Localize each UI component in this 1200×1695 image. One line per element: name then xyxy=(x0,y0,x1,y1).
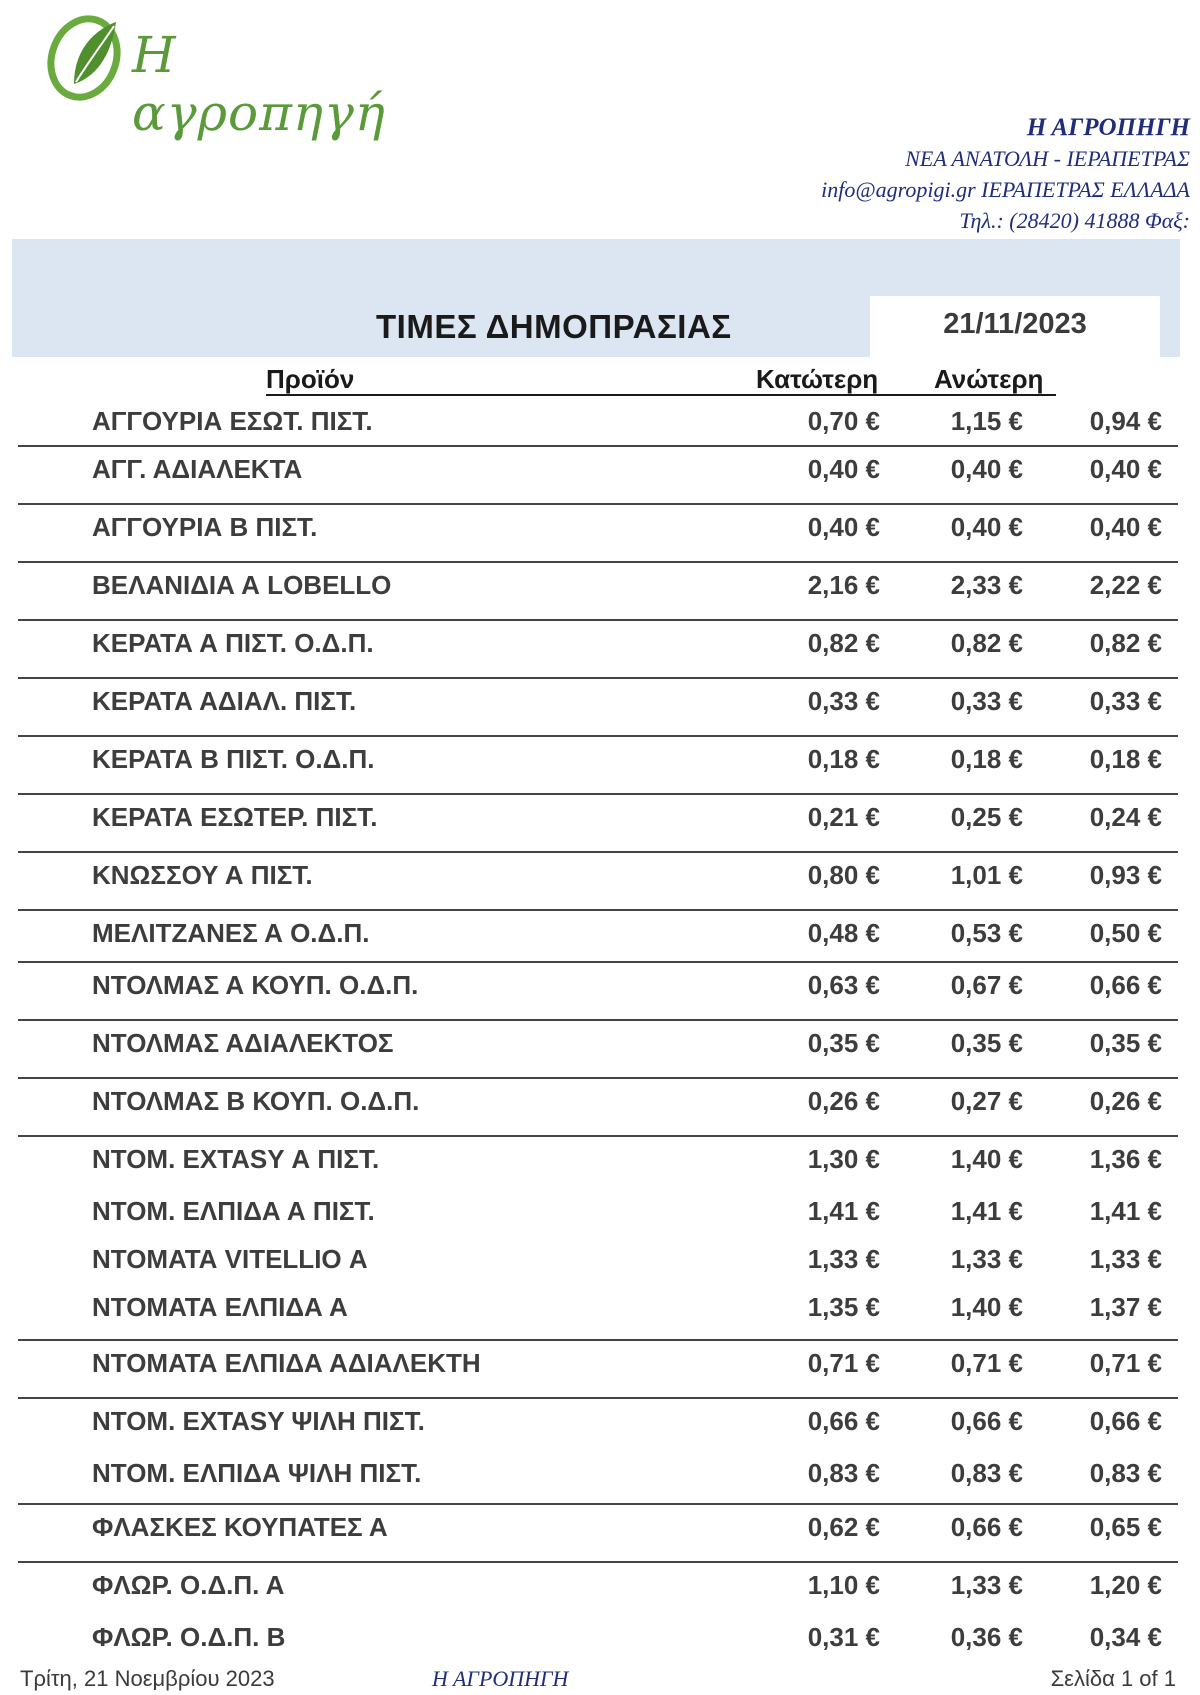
row-divider xyxy=(18,1397,1178,1399)
avg-price-cell: 0,40 € xyxy=(1089,454,1162,484)
avg-price-cell: 1,20 € xyxy=(1089,1570,1162,1600)
avg-price-cell: 0,82 € xyxy=(1089,628,1162,658)
company-logo xyxy=(44,6,404,142)
high-price-cell: 2,33 € xyxy=(950,570,1023,600)
high-price-cell: 0,66 € xyxy=(950,1406,1023,1436)
avg-price-cell: 0,40 € xyxy=(1089,512,1162,542)
avg-price-cell: 0,93 € xyxy=(1089,860,1162,890)
product-cell: ΑΓΓΟΥΡΙΑ Β ΠΙΣΤ. xyxy=(92,512,318,542)
high-price-cell: 0,36 € xyxy=(950,1622,1023,1652)
table-row xyxy=(0,406,1200,440)
product-cell: ΝΤΟΛΜΑΣ ΑΔΙΑΛΕΚΤΟΣ xyxy=(92,1028,394,1058)
low-price-cell: 0,31 € xyxy=(807,1622,880,1652)
company-address: ΝΕΑ ΑΝΑΤΟΛΗ - ΙΕΡΑΠΕΤΡΑΣ xyxy=(905,146,1190,171)
low-price-cell: 0,71 € xyxy=(807,1348,880,1378)
high-price-cell: 1,33 € xyxy=(950,1570,1023,1600)
table-row xyxy=(0,454,1200,488)
company-phone: Τηλ.: (28420) 41888 Φαξ: xyxy=(959,208,1190,233)
table-row xyxy=(0,744,1200,778)
avg-price-cell: 2,22 € xyxy=(1089,570,1162,600)
low-price-cell: 0,26 € xyxy=(807,1086,880,1116)
row-divider xyxy=(18,445,1178,447)
high-price-cell: 0,71 € xyxy=(950,1348,1023,1378)
table-row xyxy=(0,1406,1200,1440)
low-price-cell: 1,30 € xyxy=(807,1144,880,1174)
avg-price-cell: 1,41 € xyxy=(1089,1196,1162,1226)
row-divider xyxy=(18,851,1178,853)
high-price-cell: 0,35 € xyxy=(950,1028,1023,1058)
low-price-cell: 0,63 € xyxy=(807,970,880,1000)
table-row xyxy=(0,1622,1200,1656)
report-date: 21/11/2023 xyxy=(943,308,1087,340)
report-title: ΤΙΜΕΣ ΔΗΜΟΠΡΑΣΙΑΣ xyxy=(376,308,732,345)
low-price-cell: 0,62 € xyxy=(807,1512,880,1542)
header-underline xyxy=(266,394,1056,396)
product-cell: ΚΕΡΑΤΑ ΑΔΙΑΛ. ΠΙΣΤ. xyxy=(92,686,357,716)
table-row xyxy=(0,860,1200,894)
low-price-cell: 0,33 € xyxy=(807,686,880,716)
product-cell: ΜΕΛΙΤΖΑΝΕΣ Α Ο.Δ.Π. xyxy=(92,918,370,948)
high-price-cell: 0,53 € xyxy=(950,918,1023,948)
avg-price-cell: 1,36 € xyxy=(1089,1144,1162,1174)
low-price-cell: 2,16 € xyxy=(807,570,880,600)
company-info xyxy=(821,112,1190,236)
table-row xyxy=(0,686,1200,720)
avg-price-cell: 0,66 € xyxy=(1089,1406,1162,1436)
table-row xyxy=(0,1028,1200,1062)
product-cell: ΒΕΛΑΝΙΔΙΑ Α LOBELLO xyxy=(92,570,392,600)
footer-page: Σελίδα 1 of 1 xyxy=(1050,1666,1176,1691)
table-row xyxy=(0,1512,1200,1546)
avg-price-cell: 1,33 € xyxy=(1089,1244,1162,1274)
product-cell: ΝΤΟΜ. EXTASY Α ΠΙΣΤ. xyxy=(92,1144,380,1174)
leaf-icon xyxy=(44,6,134,106)
logo-wordmark: Η αγροπηγή xyxy=(132,26,386,142)
column-header-low: Κατώτερη xyxy=(756,364,879,394)
avg-price-cell: 0,66 € xyxy=(1089,970,1162,1000)
avg-price-cell: 0,35 € xyxy=(1089,1028,1162,1058)
row-divider xyxy=(18,619,1178,621)
product-cell: ΑΓΓ. ΑΔΙΑΛΕΚΤΑ xyxy=(92,454,303,484)
low-price-cell: 0,40 € xyxy=(807,454,880,484)
product-cell: ΝΤΟΜΑΤΑ VITELLIO Α xyxy=(92,1244,368,1274)
avg-price-cell: 0,71 € xyxy=(1089,1348,1162,1378)
product-cell: ΝΤΟΜ. ΕΛΠΙΔΑ ΨΙΛΗ ΠΙΣΤ. xyxy=(92,1458,422,1488)
low-price-cell: 0,66 € xyxy=(807,1406,880,1436)
row-divider xyxy=(18,961,1178,963)
avg-price-cell: 0,50 € xyxy=(1089,918,1162,948)
low-price-cell: 0,21 € xyxy=(807,802,880,832)
row-divider xyxy=(18,561,1178,563)
row-divider xyxy=(18,1339,1178,1341)
column-header-high: Ανώτερη xyxy=(934,364,1044,394)
avg-price-cell: 0,24 € xyxy=(1089,802,1162,832)
high-price-cell: 0,67 € xyxy=(950,970,1023,1000)
footer-date: Τρίτη, 21 Νοεμβρίου 2023 xyxy=(20,1666,275,1691)
company-contact: info@agropigi.gr ΙΕΡΑΠΕΤΡΑΣ ΕΛΛΑΔΑ xyxy=(821,177,1190,202)
row-divider xyxy=(18,735,1178,737)
product-cell: ΚΕΡΑΤΑ ΕΣΩΤΕΡ. ΠΙΣΤ. xyxy=(92,802,378,832)
avg-price-cell: 0,33 € xyxy=(1089,686,1162,716)
table-row xyxy=(0,1196,1200,1230)
low-price-cell: 0,18 € xyxy=(807,744,880,774)
low-price-cell: 0,40 € xyxy=(807,512,880,542)
table-row xyxy=(0,628,1200,662)
row-divider xyxy=(18,1561,1178,1563)
row-divider xyxy=(18,1019,1178,1021)
high-price-cell: 0,25 € xyxy=(950,802,1023,832)
avg-price-cell: 1,37 € xyxy=(1089,1292,1162,1322)
low-price-cell: 0,48 € xyxy=(807,918,880,948)
high-price-cell: 1,15 € xyxy=(950,406,1023,436)
product-cell: ΚΕΡΑΤΑ Α ΠΙΣΤ. Ο.Δ.Π. xyxy=(92,628,374,658)
table-row xyxy=(0,1144,1200,1178)
table-row xyxy=(0,512,1200,546)
product-cell: ΝΤΟΜΑΤΑ ΕΛΠΙΔΑ ΑΔΙΑΛΕΚΤΗ xyxy=(92,1348,481,1378)
row-divider xyxy=(18,1077,1178,1079)
row-divider xyxy=(18,1503,1178,1505)
low-price-cell: 1,33 € xyxy=(807,1244,880,1274)
table-row xyxy=(0,1244,1200,1278)
table-row xyxy=(0,1292,1200,1326)
table-row xyxy=(0,802,1200,836)
avg-price-cell: 0,83 € xyxy=(1089,1458,1162,1488)
avg-price-cell: 0,34 € xyxy=(1089,1622,1162,1652)
row-divider xyxy=(18,677,1178,679)
low-price-cell: 1,10 € xyxy=(807,1570,880,1600)
table-row xyxy=(0,1348,1200,1382)
high-price-cell: 1,01 € xyxy=(950,860,1023,890)
product-cell: ΝΤΟΜ. EXTASY ΨΙΛΗ ΠΙΣΤ. xyxy=(92,1406,425,1436)
low-price-cell: 0,35 € xyxy=(807,1028,880,1058)
table-row xyxy=(0,570,1200,604)
table-row xyxy=(0,970,1200,1004)
company-name: Η ΑΓΡΟΠΗΓΗ xyxy=(1026,114,1190,141)
product-cell: ΦΛΑΣΚΕΣ ΚΟΥΠΑΤΕΣ Α xyxy=(92,1512,388,1542)
table-row xyxy=(0,1458,1200,1492)
column-header-product: Προϊόν xyxy=(266,364,355,394)
row-divider xyxy=(18,503,1178,505)
high-price-cell: 1,41 € xyxy=(950,1196,1023,1226)
low-price-cell: 1,41 € xyxy=(807,1196,880,1226)
high-price-cell: 0,83 € xyxy=(950,1458,1023,1488)
avg-price-cell: 0,65 € xyxy=(1089,1512,1162,1542)
row-divider xyxy=(18,1135,1178,1137)
high-price-cell: 0,18 € xyxy=(950,744,1023,774)
table-row xyxy=(0,1086,1200,1120)
product-cell: ΝΤΟΛΜΑΣ Β ΚΟΥΠ. Ο.Δ.Π. xyxy=(92,1086,420,1116)
table-row xyxy=(0,1570,1200,1604)
footer-company: Η ΑΓΡΟΠΗΓΗ xyxy=(432,1666,569,1691)
low-price-cell: 0,83 € xyxy=(807,1458,880,1488)
product-cell: ΝΤΟΜΑΤΑ ΕΛΠΙΔΑ Α xyxy=(92,1292,348,1322)
low-price-cell: 1,35 € xyxy=(807,1292,880,1322)
product-cell: ΦΛΩΡ. Ο.Δ.Π. Α xyxy=(92,1570,285,1600)
high-price-cell: 0,27 € xyxy=(950,1086,1023,1116)
product-cell: ΝΤΟΛΜΑΣ Α ΚΟΥΠ. Ο.Δ.Π. xyxy=(92,970,419,1000)
low-price-cell: 0,70 € xyxy=(807,406,880,436)
product-cell: ΑΓΓΟΥΡΙΑ ΕΣΩΤ. ΠΙΣΤ. xyxy=(92,406,373,436)
product-cell: ΦΛΩΡ. Ο.Δ.Π. Β xyxy=(92,1622,286,1652)
high-price-cell: 1,33 € xyxy=(950,1244,1023,1274)
table-row xyxy=(0,918,1200,952)
high-price-cell: 0,40 € xyxy=(950,454,1023,484)
row-divider xyxy=(18,793,1178,795)
high-price-cell: 0,33 € xyxy=(950,686,1023,716)
avg-price-cell: 0,26 € xyxy=(1089,1086,1162,1116)
product-cell: ΚΝΩΣΣΟΥ Α ΠΙΣΤ. xyxy=(92,860,313,890)
high-price-cell: 1,40 € xyxy=(950,1292,1023,1322)
high-price-cell: 0,82 € xyxy=(950,628,1023,658)
product-cell: ΚΕΡΑΤΑ Β ΠΙΣΤ. Ο.Δ.Π. xyxy=(92,744,375,774)
high-price-cell: 1,40 € xyxy=(950,1144,1023,1174)
low-price-cell: 0,80 € xyxy=(807,860,880,890)
row-divider xyxy=(18,909,1178,911)
high-price-cell: 0,66 € xyxy=(950,1512,1023,1542)
product-cell: ΝΤΟΜ. ΕΛΠΙΔΑ Α ΠΙΣΤ. xyxy=(92,1196,375,1226)
low-price-cell: 0,82 € xyxy=(807,628,880,658)
avg-price-cell: 0,18 € xyxy=(1089,744,1162,774)
avg-price-cell: 0,94 € xyxy=(1089,406,1162,436)
high-price-cell: 0,40 € xyxy=(950,512,1023,542)
